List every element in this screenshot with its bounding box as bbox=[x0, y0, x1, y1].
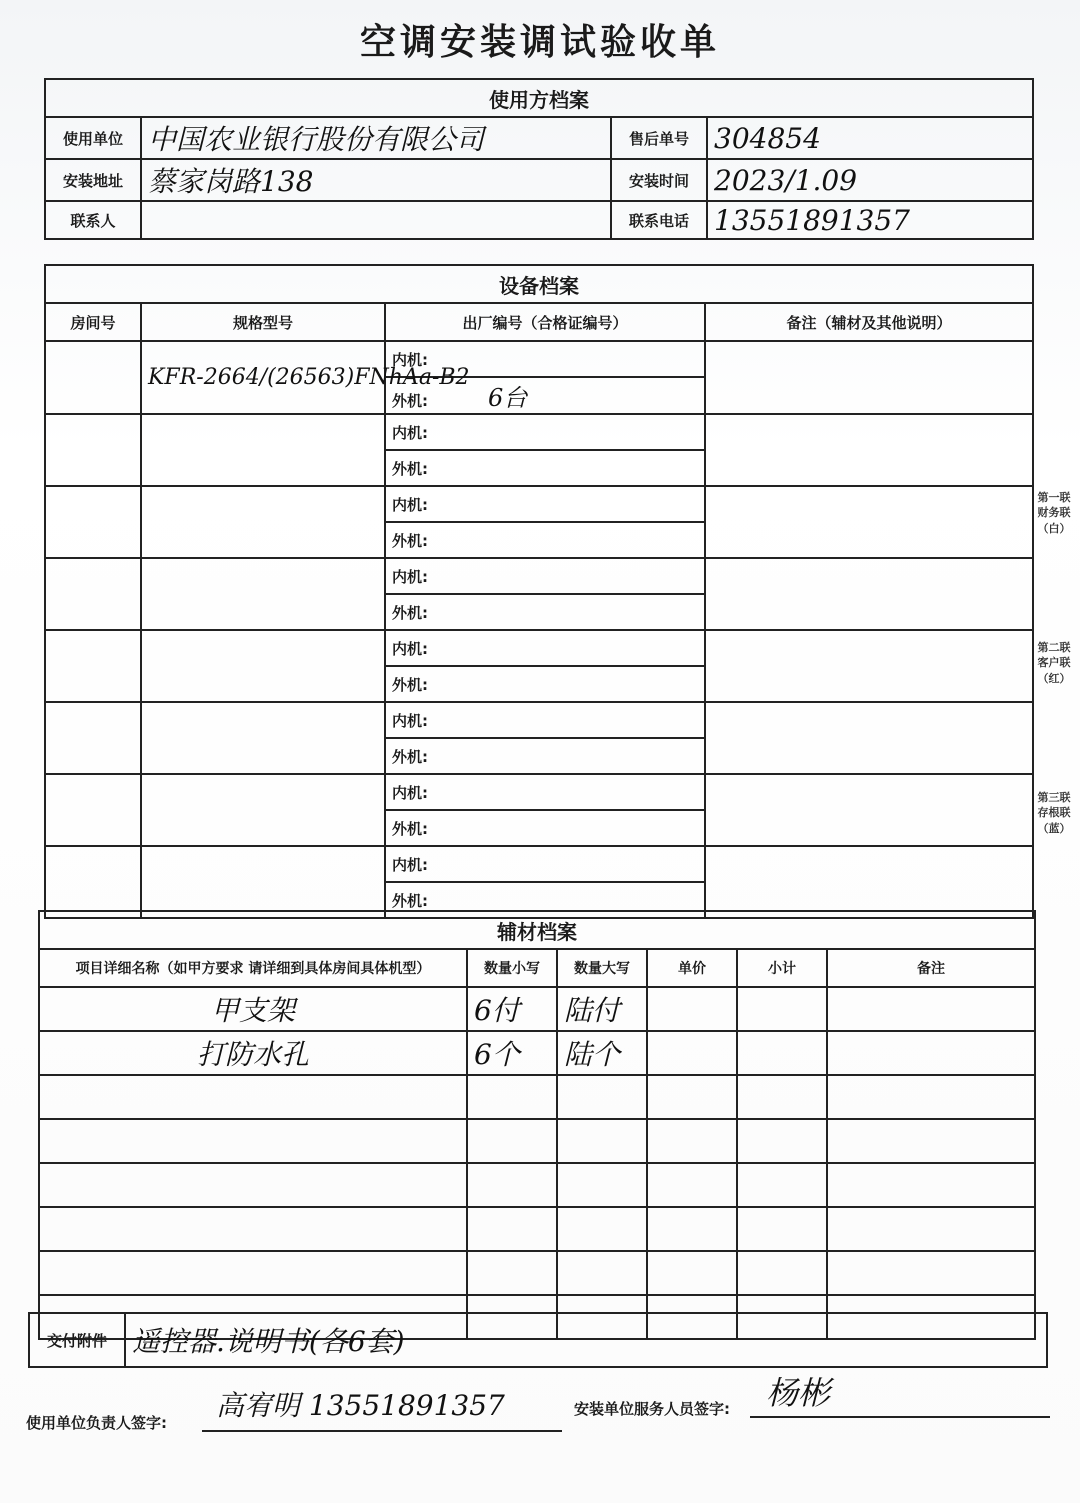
model-cell bbox=[141, 702, 385, 774]
equipment-row bbox=[45, 414, 1033, 450]
serial-cell bbox=[385, 666, 705, 702]
material-price-cell bbox=[647, 1075, 737, 1119]
material-qty-upper-cell: 陆个 bbox=[557, 1031, 647, 1075]
equipment-row bbox=[45, 846, 1033, 882]
user-sign-value: 高宥明 13551891357 bbox=[216, 1389, 505, 1422]
material-qty-cell: 6付 bbox=[467, 987, 557, 1031]
indoor-unit-label: 内机: bbox=[392, 567, 428, 586]
model-cell: KFR-2664/(26563)FNhAa-B2 bbox=[141, 341, 385, 414]
indoor-unit-label: 内机: bbox=[392, 711, 428, 730]
col-item-name: 项目详细名称（如甲方要求 请详细到具体房间具体机型） bbox=[39, 949, 467, 987]
material-qty-upper-cell bbox=[557, 1119, 647, 1163]
attachments-table bbox=[28, 1312, 1048, 1368]
outdoor-unit-label: 外机: bbox=[392, 891, 428, 910]
equipment-row bbox=[45, 630, 1033, 666]
outdoor-unit-label: 外机: bbox=[392, 675, 428, 694]
order-no-value: 304854 bbox=[707, 117, 1033, 159]
remark-cell bbox=[705, 558, 1033, 630]
phone-label: 联系电话 bbox=[611, 201, 707, 239]
material-price-cell bbox=[647, 1251, 737, 1295]
installer-sign-label: 安装单位服务人员签字: bbox=[574, 1400, 730, 1418]
model-cell bbox=[141, 414, 385, 486]
serial-cell bbox=[385, 702, 705, 738]
serial-cell bbox=[385, 558, 705, 594]
outdoor-unit-label: 外机: bbox=[392, 747, 428, 766]
equipment-row bbox=[45, 702, 1033, 738]
equipment-row bbox=[45, 341, 1033, 377]
equipment-section-heading: 设备档案 bbox=[45, 265, 1033, 303]
address-label: 安装地址 bbox=[45, 159, 141, 201]
model-cell bbox=[141, 486, 385, 558]
install-time-value: 2023/1.09 bbox=[707, 159, 1033, 201]
indoor-unit-label: 内机: bbox=[392, 639, 428, 658]
outdoor-unit-label: 外机: bbox=[392, 392, 428, 410]
serial-cell bbox=[385, 377, 705, 414]
col-serial: 出厂编号（合格证编号） bbox=[385, 303, 705, 341]
material-price-cell bbox=[647, 1207, 737, 1251]
model-cell bbox=[141, 774, 385, 846]
col-note: 备注 bbox=[827, 949, 1035, 987]
model-cell bbox=[141, 558, 385, 630]
serial-cell bbox=[385, 774, 705, 810]
indoor-unit-label: 内机: bbox=[392, 423, 428, 442]
material-subtotal-cell bbox=[737, 1031, 827, 1075]
col-remark: 备注（辅材及其他说明） bbox=[705, 303, 1033, 341]
user-sign-line bbox=[202, 1430, 562, 1432]
serial-cell bbox=[385, 738, 705, 774]
unit-value: 中国农业银行股份有限公司 bbox=[141, 117, 611, 159]
equipment-row bbox=[45, 558, 1033, 594]
room-cell bbox=[45, 774, 141, 846]
material-qty-cell bbox=[467, 1251, 557, 1295]
remark-cell bbox=[705, 846, 1033, 918]
material-row bbox=[39, 987, 1035, 1031]
indoor-unit-label: 内机: bbox=[392, 783, 428, 802]
col-qty-upper: 数量大写 bbox=[557, 949, 647, 987]
col-subtotal: 小计 bbox=[737, 949, 827, 987]
material-qty-cell bbox=[467, 1207, 557, 1251]
outdoor-unit-label: 外机: bbox=[392, 459, 428, 478]
remark-cell bbox=[705, 774, 1033, 846]
indoor-unit-label: 内机: bbox=[392, 495, 428, 514]
equipment-row bbox=[45, 774, 1033, 810]
user-section-heading: 使用方档案 bbox=[45, 79, 1033, 117]
room-cell bbox=[45, 486, 141, 558]
material-subtotal-cell bbox=[737, 1251, 827, 1295]
col-room: 房间号 bbox=[45, 303, 141, 341]
material-qty-cell: 6个 bbox=[467, 1031, 557, 1075]
outdoor-unit-label: 外机: bbox=[392, 819, 428, 838]
material-row bbox=[39, 1031, 1035, 1075]
signature-area bbox=[26, 1368, 1056, 1438]
material-note-cell bbox=[827, 1251, 1035, 1295]
side-note-copy-1: 第一联 财务联（白） bbox=[1037, 491, 1071, 535]
material-note-cell bbox=[827, 1163, 1035, 1207]
quantity-value: 6台 bbox=[488, 384, 528, 412]
material-note-cell bbox=[827, 1075, 1035, 1119]
material-name-cell bbox=[39, 1207, 467, 1251]
material-note-cell bbox=[827, 1119, 1035, 1163]
attachments-label: 交付附件 bbox=[29, 1313, 125, 1367]
address-value: 蔡家岗路138 bbox=[141, 159, 611, 201]
indoor-unit-label: 内机: bbox=[392, 855, 428, 874]
installer-sign-value: 杨彬 bbox=[766, 1374, 831, 1412]
side-note-copy-2: 第二联 客户联（红） bbox=[1037, 641, 1071, 685]
material-qty-upper-cell bbox=[557, 1163, 647, 1207]
col-price: 单价 bbox=[647, 949, 737, 987]
installer-sign-line bbox=[750, 1416, 1050, 1418]
material-price-cell bbox=[647, 1163, 737, 1207]
model-cell bbox=[141, 846, 385, 918]
material-row bbox=[39, 1163, 1035, 1207]
order-no-label: 售后单号 bbox=[611, 117, 707, 159]
serial-cell bbox=[385, 846, 705, 882]
remark-cell bbox=[705, 486, 1033, 558]
model-cell bbox=[141, 630, 385, 702]
material-subtotal-cell bbox=[737, 1075, 827, 1119]
room-cell bbox=[45, 846, 141, 918]
material-name-cell: 甲支架 bbox=[39, 987, 467, 1031]
contact-value bbox=[141, 201, 611, 239]
equipment-table bbox=[44, 264, 1034, 919]
material-name-cell bbox=[39, 1119, 467, 1163]
material-subtotal-cell bbox=[737, 1163, 827, 1207]
remark-cell bbox=[705, 630, 1033, 702]
serial-cell bbox=[385, 810, 705, 846]
material-note-cell bbox=[827, 1031, 1035, 1075]
side-note-copy-3: 第三联 存根联（蓝） bbox=[1037, 791, 1071, 835]
material-price-cell bbox=[647, 1031, 737, 1075]
attachments-value: 遥控器.说明书(各6套) bbox=[125, 1313, 1047, 1367]
material-row bbox=[39, 1075, 1035, 1119]
remark-cell bbox=[705, 702, 1033, 774]
serial-cell bbox=[385, 450, 705, 486]
install-time-label: 安装时间 bbox=[611, 159, 707, 201]
user-info-table bbox=[44, 78, 1034, 240]
user-sign-label: 使用单位负责人签字: bbox=[26, 1414, 167, 1432]
material-qty-cell bbox=[467, 1075, 557, 1119]
serial-cell bbox=[385, 630, 705, 666]
material-name-cell bbox=[39, 1163, 467, 1207]
material-subtotal-cell bbox=[737, 1207, 827, 1251]
room-cell bbox=[45, 414, 141, 486]
contact-label: 联系人 bbox=[45, 201, 141, 239]
material-row bbox=[39, 1207, 1035, 1251]
col-model: 规格型号 bbox=[141, 303, 385, 341]
phone-value: 13551891357 bbox=[707, 201, 1033, 239]
unit-label: 使用单位 bbox=[45, 117, 141, 159]
material-qty-upper-cell bbox=[557, 1075, 647, 1119]
material-qty-cell bbox=[467, 1163, 557, 1207]
material-qty-upper-cell: 陆付 bbox=[557, 987, 647, 1031]
room-cell bbox=[45, 341, 141, 414]
equipment-row bbox=[45, 486, 1033, 522]
material-qty-upper-cell bbox=[557, 1251, 647, 1295]
room-cell bbox=[45, 558, 141, 630]
material-price-cell bbox=[647, 1119, 737, 1163]
outdoor-unit-label: 外机: bbox=[392, 531, 428, 550]
material-note-cell bbox=[827, 987, 1035, 1031]
material-row bbox=[39, 1119, 1035, 1163]
material-qty-cell bbox=[467, 1119, 557, 1163]
indoor-unit-label: 内机: bbox=[392, 350, 428, 369]
room-cell bbox=[45, 702, 141, 774]
materials-section-heading: 辅材档案 bbox=[39, 911, 1035, 949]
col-qty: 数量小写 bbox=[467, 949, 557, 987]
material-name-cell: 打防水孔 bbox=[39, 1031, 467, 1075]
materials-table bbox=[38, 910, 1036, 1340]
material-name-cell bbox=[39, 1075, 467, 1119]
material-row bbox=[39, 1251, 1035, 1295]
material-subtotal-cell bbox=[737, 1119, 827, 1163]
remark-cell bbox=[705, 414, 1033, 486]
document-title: 空调安装调试验收单 bbox=[359, 22, 720, 63]
remark-cell bbox=[705, 341, 1033, 414]
material-subtotal-cell bbox=[737, 987, 827, 1031]
material-price-cell bbox=[647, 987, 737, 1031]
serial-cell bbox=[385, 414, 705, 450]
serial-cell bbox=[385, 486, 705, 522]
outdoor-unit-label: 外机: bbox=[392, 603, 428, 622]
material-note-cell bbox=[827, 1207, 1035, 1251]
material-name-cell bbox=[39, 1251, 467, 1295]
serial-cell bbox=[385, 594, 705, 630]
room-cell bbox=[45, 630, 141, 702]
material-qty-upper-cell bbox=[557, 1207, 647, 1251]
serial-cell bbox=[385, 522, 705, 558]
